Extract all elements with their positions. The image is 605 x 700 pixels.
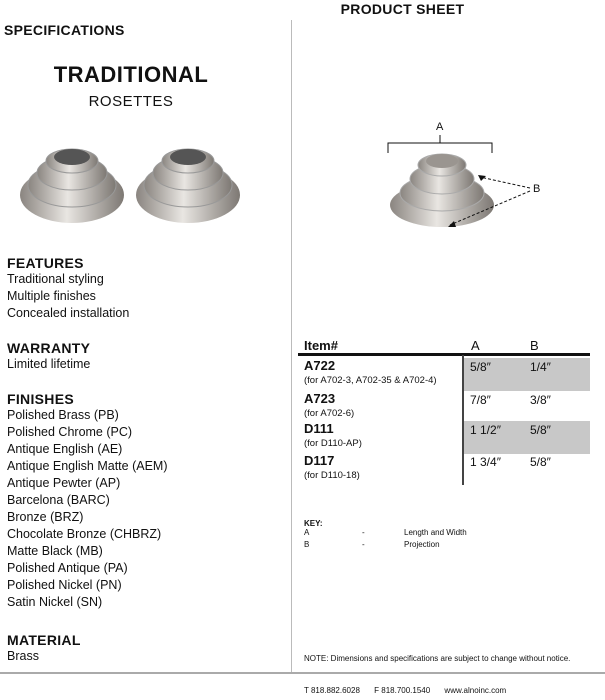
diagram-label-b: B [533, 183, 541, 195]
table-column-rule [462, 355, 464, 485]
item-id: D111 [304, 421, 334, 436]
specifications-heading: SPECIFICATIONS [4, 22, 125, 38]
item-id: A722 [304, 358, 336, 373]
dimension-diagram [380, 115, 550, 235]
item-note: (for A702-6) [304, 408, 355, 419]
warranty-section [7, 340, 90, 373]
finish-item: Antique English (AE) [7, 442, 123, 456]
column-header-a: A [471, 338, 480, 353]
finish-item: Antique Pewter (AP) [7, 476, 121, 490]
diagram-label-a: A [436, 121, 444, 133]
material-section [7, 632, 81, 665]
finish-item: Polished Antique (PA) [7, 561, 128, 575]
feature-item: Multiple finishes [7, 289, 96, 303]
product-title: TRADITIONAL [53, 62, 209, 87]
product-subtitle: ROSETTES [88, 93, 174, 110]
fax-number: F 818.700.1540 [374, 686, 431, 695]
column-divider [291, 20, 292, 672]
rosette-product-image [15, 135, 250, 230]
disclaimer-note: NOTE: Dimensions and specifications are subject to change without notice. [304, 654, 571, 663]
phone-number: T 818.882.6028 [304, 686, 360, 695]
finish-item: Satin Nickel (SN) [7, 595, 103, 609]
item-id: D117 [304, 453, 335, 468]
item-note: (for D110-AP) [304, 438, 362, 449]
value-a: 1 3/4″ [470, 455, 501, 469]
key-letter: B [304, 540, 310, 549]
warranty-heading: WARRANTY [7, 340, 91, 356]
key-meaning: Length and Width [404, 528, 467, 537]
key-legend [304, 519, 467, 552]
key-letter: A [304, 528, 310, 537]
feature-item: Traditional styling [7, 272, 104, 286]
key-meaning: Projection [404, 540, 440, 549]
item-id: A723 [304, 391, 336, 406]
column-header-b: B [530, 338, 539, 353]
value-a: 7/8″ [470, 393, 491, 407]
value-a: 5/8″ [470, 360, 491, 374]
finish-item: Polished Chrome (PC) [7, 425, 133, 439]
value-b: 5/8″ [530, 423, 551, 437]
finishes-section [7, 391, 168, 611]
table-row [298, 391, 590, 424]
finish-item: Matte Black (MB) [7, 544, 103, 558]
value-b: 5/8″ [530, 455, 551, 469]
material-item: Brass [7, 649, 39, 663]
contact-footer [304, 686, 506, 695]
value-b: 3/8″ [530, 393, 551, 407]
finish-item: Barcelona (BARC) [7, 493, 110, 507]
finish-item: Bronze (BRZ) [7, 510, 84, 524]
footer-divider [0, 672, 605, 674]
key-heading: KEY: [304, 519, 323, 528]
finish-item: Chocolate Bronze (CHBRZ) [7, 527, 162, 541]
table-row [298, 453, 590, 486]
table-row [298, 358, 590, 391]
feature-item: Concealed installation [7, 306, 130, 320]
features-heading: FEATURES [7, 255, 84, 271]
finish-item: Polished Nickel (PN) [7, 578, 122, 592]
product-sheet-heading: PRODUCT SHEET [340, 1, 465, 17]
table-row [298, 421, 590, 454]
material-heading: MATERIAL [7, 632, 81, 648]
finish-item: Polished Brass (PB) [7, 408, 119, 422]
table-header-rule [298, 353, 590, 356]
value-a: 1 1/2″ [470, 423, 501, 437]
website-link[interactable]: www.alnoinc.com [444, 686, 507, 695]
finish-item: Antique English Matte (AEM) [7, 459, 168, 473]
key-dash: - [362, 540, 365, 549]
item-note: (for A702-3, A702-35 & A702-4) [304, 375, 437, 386]
warranty-item: Limited lifetime [7, 357, 91, 371]
features-section [7, 255, 129, 322]
item-note: (for D110-18) [304, 470, 360, 481]
key-dash: - [362, 528, 365, 537]
finishes-heading: FINISHES [7, 391, 74, 407]
column-header-item: Item# [304, 338, 338, 353]
value-b: 1/4″ [530, 360, 551, 374]
